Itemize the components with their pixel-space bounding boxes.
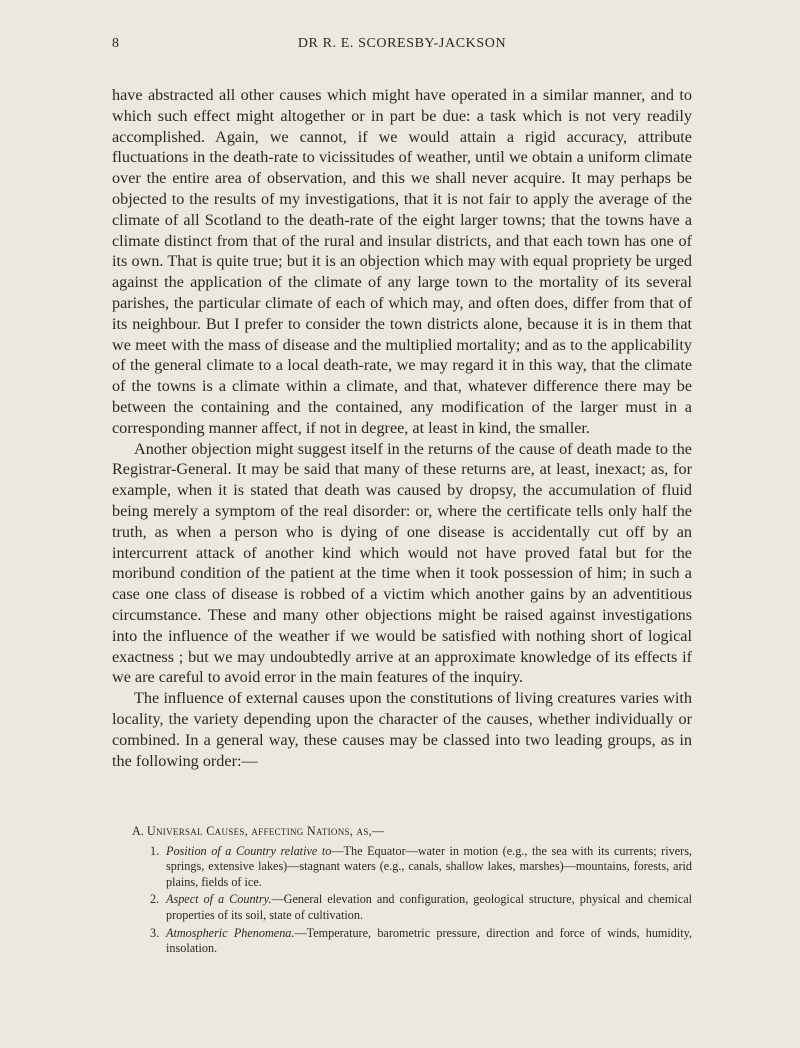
paragraph: The influence of external causes upon the constitutions of living creatures varies with locality, the variety depending upon the character of the causes, whether individually or combined. In a general way, these causes may be classed into two leading groups, as in the following order:— (112, 689, 692, 770)
list-heading (132, 824, 692, 840)
list-item-number: 3. (150, 925, 160, 940)
list-heading-text: Universal Causes, affecting Nations, as,— (146, 824, 385, 838)
list-item-text: —General elevation and configuration, geological structure, physical and chemical properties of its soil, state of cultivation. (166, 892, 692, 922)
list-item-number: 2. (150, 892, 160, 907)
page-header (112, 36, 692, 56)
paragraph: Another objection might suggest itself in the returns of the cause of death made to the Registrar-General. It may be said that many of these returns are, at least, inexact; as, for example, when it is stated that death was caused by dropsy, the accumulation of fluid being merely a symptom of the real disorder: or, where the certificate tells only half the truth, as when a person who is dying of one disease is accidentally cut off by an intercurrent attack of another kind which would not have proved fatal but for the moribund condition of the patient at the time when it took possession of him; in such a case one class of disease is robbed of a victim which another gains by an adventitious circumstance. These and many other objections might be raised against investigations into the influence of the weather if we would be satisfied with nothing short of logical exactness ; but we may undoubtedly arrive at an approximate knowledge of its effects if we are careful to avoid error in the main features of the inquiry. (112, 439, 692, 687)
list-item (112, 844, 692, 891)
list-heading-prefix: A. (132, 824, 144, 838)
causes-list (112, 824, 692, 959)
list-item-title: Atmospheric Phenomena. (166, 925, 295, 940)
page-number: 8 (112, 36, 119, 51)
list-item (112, 892, 692, 923)
running-head: DR R. E. SCORESBY-JACKSON (297, 36, 507, 51)
list-item-title: Aspect of a Country. (166, 892, 272, 907)
body-text (112, 85, 692, 771)
list-item-text: —Temperature, barometric pressure, direction and force of winds, humidity, insolation. (166, 925, 692, 956)
list-item-title: Position of a Country relative to (166, 843, 332, 858)
list-item (112, 926, 692, 957)
list-item-number: 1. (150, 843, 160, 858)
list-item-text: —The Equator—water in motion (e.g., the sea with its currents; rivers, springs, extensive lakes)—stagnant waters (e.g., canals, shallow lakes, marshes)—mountains, forests, arid plains, fields of ice. (166, 843, 692, 889)
paragraph-continued: have abstracted all other causes which might have operated in a similar manner, and to which such effect might altogether or in part be due: a task which is not very readily accomplished. Again, we cannot, if we would attain a rigid accuracy, attribute fluctuations in the death-rate to vicissitudes of weather, until we obtain a uniform climate over the entire area of observation, and this we shall never acquire. It may perhaps be objected to the results of my investigations, that it is not fair to apply the average of the climate of all Scotland to the death-rate of the eight larger towns; that the towns have a climate distinct from that of the rural and insular districts, and that each town has one of its own. That is quite true; but it is an objection which may with equal propriety be urged against the application of the climate of any large town to the mortality of its several parishes, the particular climate of each of which may, and often does, differ from that of its neighbour. But I prefer to consider the town districts alone, because it is in them that we meet with the mass of disease and the multiplied mortality; and as to the applicability of the general climate to a local death-rate, we may regard it in this way, that the climate of the towns is a climate within a climate, and that, whatever difference there may be between the containing and the contained, any modification of the larger must in a corresponding manner affect, if not in degree, at least in kind, the smaller. (112, 86, 692, 437)
